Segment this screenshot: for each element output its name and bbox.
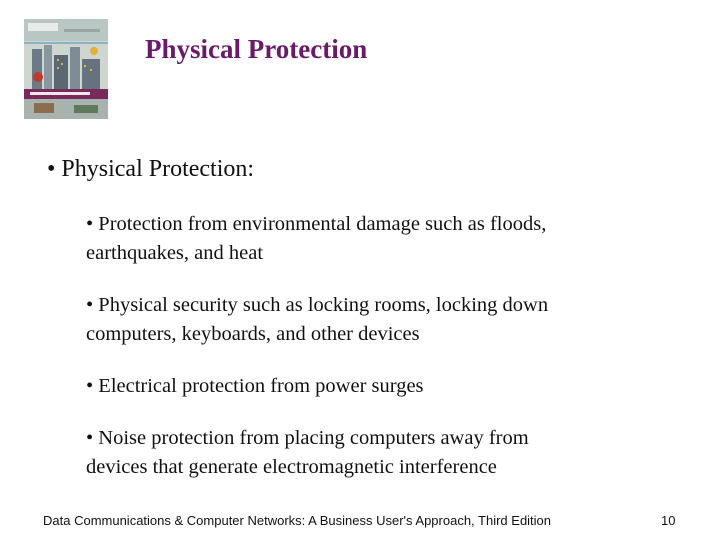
sub-bullet-line: devices that generate electromagnetic interference	[86, 456, 497, 478]
slide-footer: Data Communications & Computer Networks: A Business User's Approach, Third Edition	[43, 513, 552, 528]
sub-bullet-line: • Physical security such as locking rooms, locking down	[86, 294, 549, 316]
sub-bullet-line: • Electrical protection from power surges	[86, 375, 424, 397]
page-number: 10	[661, 513, 676, 528]
main-bullet: • Physical Protection:	[47, 156, 255, 182]
book-cover-icon	[24, 19, 108, 119]
sub-bullet-line: • Protection from environmental damage such as floods,	[86, 213, 547, 235]
slide-title: Physical Protection	[145, 34, 368, 64]
sub-bullet-noise	[86, 424, 686, 482]
sub-bullet-line: • Noise protection from placing computers away from	[86, 427, 529, 449]
sub-bullet-line: computers, keyboards, and other devices	[86, 323, 420, 345]
sub-bullet-physical-security	[86, 291, 686, 349]
sub-bullet-list	[86, 210, 686, 505]
sub-bullet-environmental	[86, 210, 686, 268]
sub-bullet-electrical	[86, 372, 686, 401]
sub-bullet-line: earthquakes, and heat	[86, 242, 264, 264]
